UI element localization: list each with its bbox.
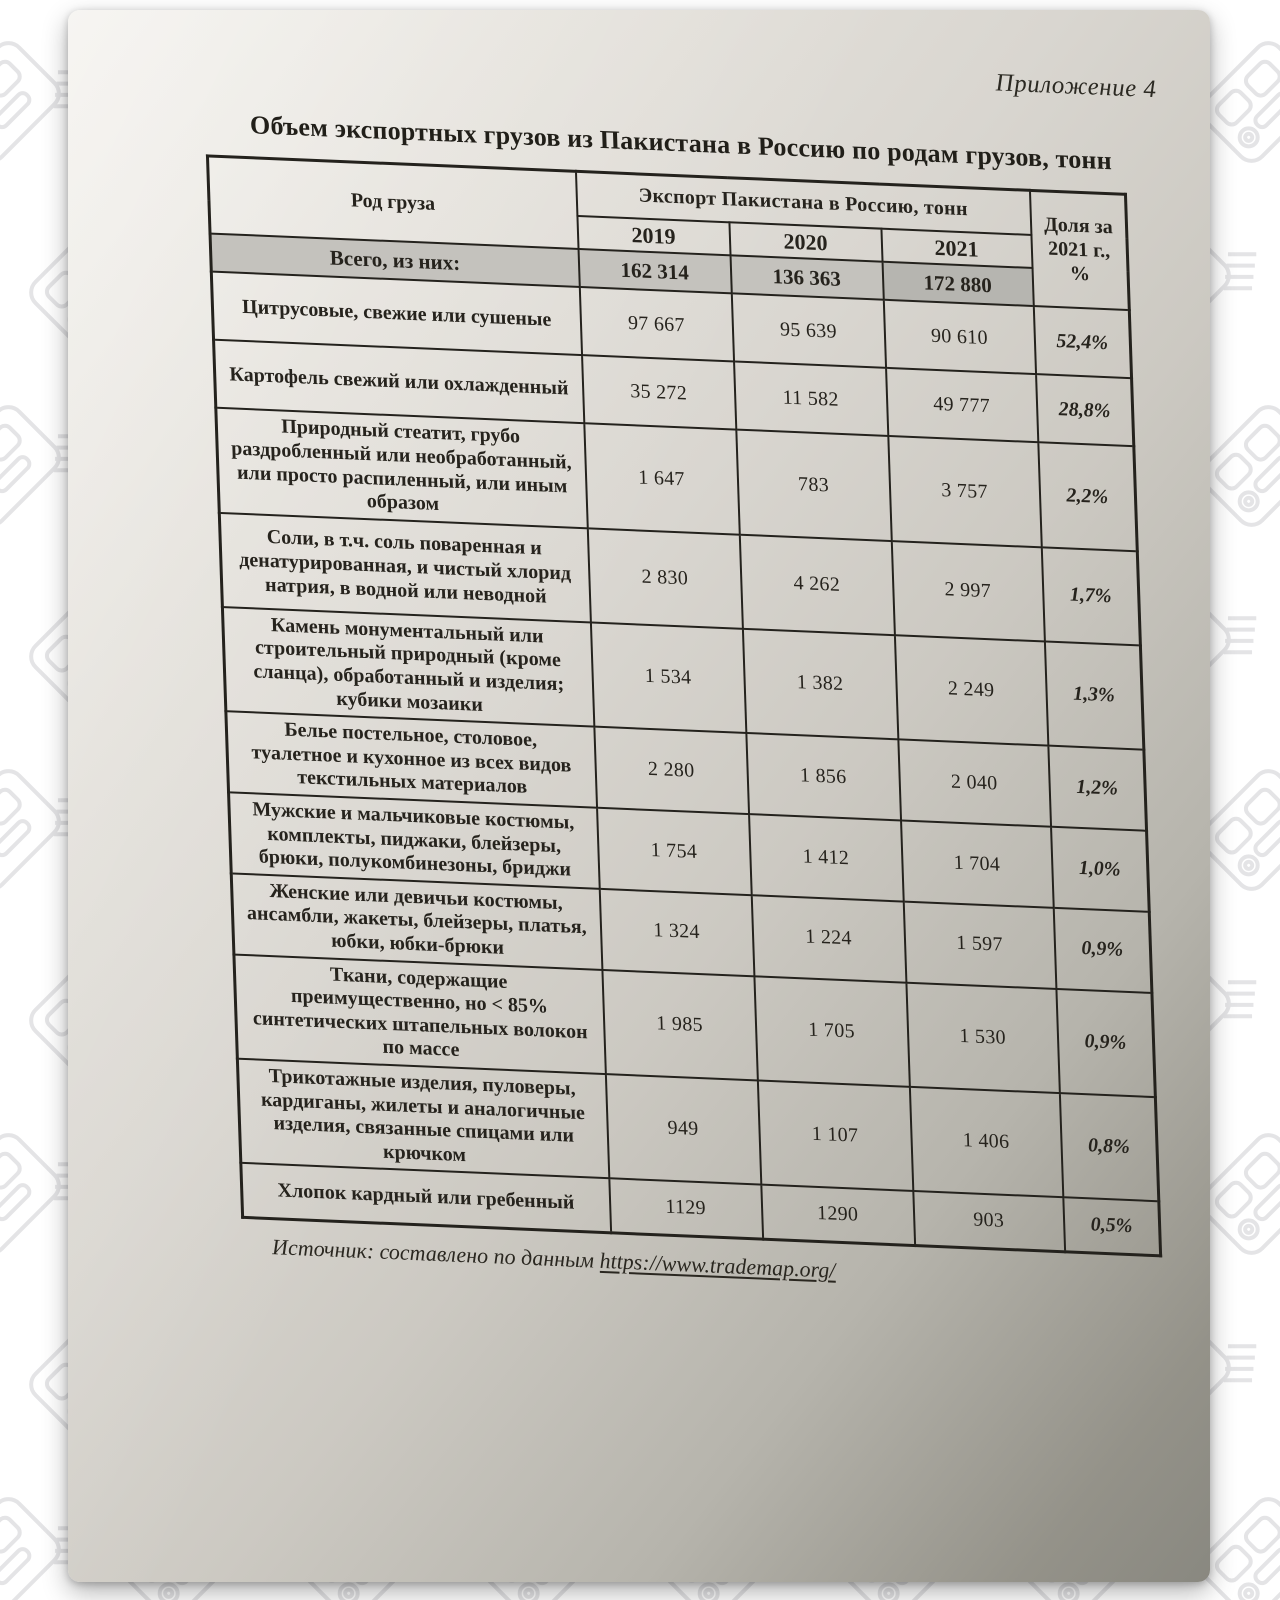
row-label-cell: Природный стеатит, грубо раздробленный или необработанный, или просто распиленный, или иным образом [216, 408, 587, 528]
value-cell: 1 985 [602, 969, 757, 1080]
share-cell: 0,8% [1059, 1093, 1158, 1202]
row-label-cell: Хлопок кардный или гребенный [241, 1163, 611, 1232]
total-label-cell: Всего, из них: [210, 234, 579, 287]
year-cell: 2021 [881, 228, 1032, 268]
value-cell: 1 224 [751, 895, 906, 982]
row-label-cell: Мужские и мальчиковые костюмы, комплекты, пиджаки, блейзеры, брюки, полукомбинезоны, бриджи [229, 792, 600, 888]
value-cell: 1 324 [599, 889, 754, 976]
value-cell: 1 406 [909, 1087, 1062, 1198]
row-label-cell: Ткани, содержащие преимущественно, но < 85% синтетических штапельных волокон по массе [234, 954, 605, 1074]
value-cell: 1 597 [903, 901, 1056, 988]
value-cell: 90 610 [883, 300, 1035, 374]
share-cell: 0,9% [1053, 908, 1152, 993]
row-label-cell: Трикотажные изделия, пуловеры, кардиганы, жилеты и аналогичные изделия, связанные спицами или крючком [237, 1059, 608, 1179]
value-cell: 949 [605, 1074, 760, 1185]
value-cell: 2 040 [898, 740, 1051, 827]
value-cell: 97 667 [579, 287, 733, 361]
share-header-cell: Доля за 2021 г., % [1029, 190, 1129, 310]
value-cell: 3 757 [888, 436, 1041, 547]
group-header-cell: Экспорт Пакистана в Россию, тонн [575, 171, 1030, 234]
share-cell: 1,0% [1051, 827, 1150, 912]
value-cell: 1 534 [590, 622, 745, 733]
share-cell: 2,2% [1038, 443, 1137, 552]
value-cell: 1 412 [749, 814, 904, 901]
value-cell: 11 582 [734, 362, 888, 436]
value-cell: 783 [736, 430, 891, 541]
total-value-cell: 136 363 [730, 256, 883, 300]
value-cell: 2 830 [587, 528, 742, 629]
value-cell: 1 107 [757, 1080, 912, 1191]
row-label-cell: Камень монументальный или строительный природный (кроме сланца), обработанный и изделия; кубики мозаики [222, 607, 593, 727]
share-cell: 1,3% [1044, 641, 1143, 750]
value-cell: 35 272 [582, 356, 736, 430]
value-cell: 2 280 [594, 727, 749, 814]
value-cell: 1 647 [584, 424, 739, 535]
value-cell: 1 705 [754, 976, 909, 1087]
year-cell: 2019 [577, 215, 730, 255]
row-label-cell: Цитрусовые, свежие или сушеные [211, 272, 581, 356]
value-cell: 1 856 [746, 733, 901, 820]
value-cell: 1290 [761, 1185, 915, 1245]
value-cell: 95 639 [731, 294, 885, 368]
value-cell: 49 777 [886, 368, 1038, 442]
source-prefix: Источник: составлено по данным [271, 1233, 600, 1273]
value-cell: 1 382 [742, 629, 897, 740]
row-label-cell: Белье постельное, столовое, туалетное и кухонное из всех видов текстильных материалов [226, 711, 597, 807]
total-value-cell: 162 314 [578, 249, 731, 293]
value-cell: 1 754 [597, 808, 752, 895]
share-cell: 0,5% [1063, 1198, 1161, 1256]
appendix-label: Приложение 4 [995, 69, 1157, 104]
total-value-cell: 172 880 [882, 262, 1033, 306]
value-cell: 4 262 [739, 535, 894, 636]
value-cell: 1 704 [901, 820, 1054, 907]
year-cell: 2020 [729, 222, 882, 262]
page-title: Объем экспортных грузов из Пакистана в Россию по родам грузов, тонн [249, 110, 1113, 176]
export-table [206, 154, 1162, 1257]
source-link: https://www.trademap.org/ [599, 1247, 836, 1283]
row-label-cell: Соли, в т.ч. соль поваренная и денатурированная, и чистый хлорид натрия, в водной или неводной [219, 513, 590, 623]
value-cell: 903 [913, 1191, 1065, 1251]
share-cell: 0,9% [1056, 989, 1155, 1098]
corner-header-cell: Род груза [207, 156, 578, 249]
page-content [198, 36, 1198, 1299]
row-label-cell: Картофель свежий или охлажденный [214, 340, 584, 424]
value-cell: 2 249 [894, 635, 1047, 746]
value-cell: 1129 [609, 1179, 763, 1239]
share-cell: 1,7% [1041, 547, 1140, 645]
row-label-cell: Женские или девичьи костюмы, ансамбли, жакеты, блейзеры, платья, юбки, юбки-брюки [231, 873, 602, 969]
share-cell: 28,8% [1036, 375, 1134, 447]
document-photo [68, 10, 1210, 1582]
value-cell: 2 997 [891, 541, 1044, 641]
value-cell: 1 530 [906, 982, 1059, 1093]
share-cell: 52,4% [1033, 306, 1131, 378]
share-cell: 1,2% [1048, 746, 1147, 831]
